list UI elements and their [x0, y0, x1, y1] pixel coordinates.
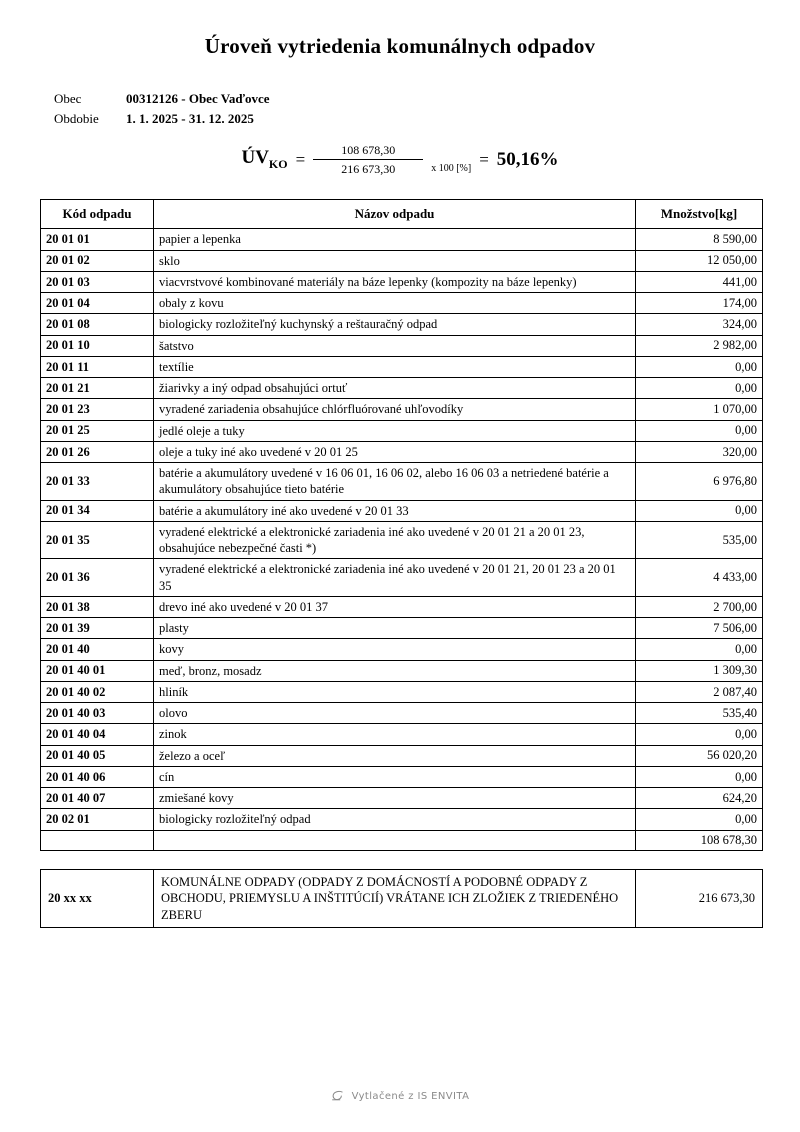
cell-name: jedlé oleje a tuky: [154, 420, 636, 441]
cell-code: 20 01 40 02: [41, 681, 154, 702]
table-row: [41, 378, 763, 399]
table-row: [41, 229, 763, 250]
table-header-row: [41, 200, 763, 229]
summary-row: [41, 869, 763, 928]
meta-row-period: [54, 109, 760, 129]
formula-fraction: [313, 142, 423, 177]
cell-code: 20 01 38: [41, 596, 154, 617]
cell-code: 20 01 34: [41, 500, 154, 521]
cell-code: 20 01 03: [41, 271, 154, 292]
cell-quantity: 2 700,00: [636, 596, 763, 617]
cell-quantity: 8 590,00: [636, 229, 763, 250]
formula-denominator: 216 673,30: [313, 159, 423, 177]
cell-name: plasty: [154, 618, 636, 639]
total-spacer-middle: [154, 830, 636, 850]
total-spacer-left: [41, 830, 154, 850]
cell-code: 20 02 01: [41, 809, 154, 830]
table-total-row: [41, 830, 763, 850]
formula-result: 50,16%: [496, 148, 559, 170]
period-value: 1. 1. 2025 - 31. 12. 2025: [126, 110, 254, 126]
table-row: [41, 271, 763, 292]
cell-name: batérie a akumulátory uvedené v 16 06 01, 16 06 02, alebo 16 06 03 a netriedené batérie a akumulátory obsahujúce tieto batérie: [154, 463, 636, 501]
cell-quantity: 0,00: [636, 724, 763, 745]
cell-name: obaly z kovu: [154, 293, 636, 314]
table-row: [41, 314, 763, 335]
table-row: [41, 660, 763, 681]
cell-name: cín: [154, 766, 636, 787]
meta-row-municipality: [54, 89, 760, 109]
cell-quantity: 324,00: [636, 314, 763, 335]
envita-logo-icon: [331, 1090, 345, 1102]
cell-quantity: 624,20: [636, 788, 763, 809]
footer-text: Vytlačené z IS ENVITA: [351, 1090, 470, 1102]
total-quantity: 108 678,30: [636, 830, 763, 850]
cell-name: viacvrstvové kombinované materiály na báze lepenky (kompozity na báze lepenky): [154, 271, 636, 292]
table-row: [41, 250, 763, 271]
cell-code: 20 01 40 04: [41, 724, 154, 745]
cell-code: 20 01 10: [41, 335, 154, 356]
summary-code: 20 xx xx: [41, 869, 154, 928]
cell-name: železo a oceľ: [154, 745, 636, 766]
cell-code: 20 01 02: [41, 250, 154, 271]
cell-name: vyradené elektrické a elektronické zariadenia iné ako uvedené v 20 01 21, 20 01 23 a 20 01 35: [154, 559, 636, 597]
table-row: [41, 335, 763, 356]
cell-code: 20 01 08: [41, 314, 154, 335]
cell-quantity: 0,00: [636, 809, 763, 830]
table-row: [41, 463, 763, 501]
cell-name: vyradené zariadenia obsahujúce chlórfluórované uhľovodíky: [154, 399, 636, 420]
cell-quantity: 535,00: [636, 521, 763, 559]
table-row: [41, 703, 763, 724]
cell-quantity: 2 087,40: [636, 681, 763, 702]
cell-name: olovo: [154, 703, 636, 724]
cell-quantity: 1 070,00: [636, 399, 763, 420]
formula-block: [40, 142, 760, 177]
table-row: [41, 441, 763, 462]
cell-quantity: 1 309,30: [636, 660, 763, 681]
cell-name: kovy: [154, 639, 636, 660]
cell-code: 20 01 33: [41, 463, 154, 501]
table-row: [41, 745, 763, 766]
summary-table: [40, 869, 763, 929]
page-footer: [0, 1090, 800, 1102]
table-row: [41, 681, 763, 702]
cell-quantity: 0,00: [636, 378, 763, 399]
table-row: [41, 618, 763, 639]
cell-code: 20 01 40 05: [41, 745, 154, 766]
formula-multiplier: x 100 [%]: [431, 163, 472, 175]
cell-code: 20 01 21: [41, 378, 154, 399]
cell-quantity: 7 506,00: [636, 618, 763, 639]
table-row: [41, 639, 763, 660]
cell-quantity: 2 982,00: [636, 335, 763, 356]
municipality-value: 00312126 - Obec Vaďovce: [126, 91, 270, 106]
document-meta: [54, 89, 760, 128]
header-code: Kód odpadu: [41, 200, 154, 229]
formula-equals-2: =: [479, 149, 489, 169]
cell-code: 20 01 35: [41, 521, 154, 559]
cell-name: drevo iné ako uvedené v 20 01 37: [154, 596, 636, 617]
cell-quantity: 0,00: [636, 420, 763, 441]
cell-quantity: 0,00: [636, 500, 763, 521]
cell-quantity: 12 050,00: [636, 250, 763, 271]
cell-code: 20 01 04: [41, 293, 154, 314]
table-row: [41, 724, 763, 745]
page-title: Úroveň vytriedenia komunálnych odpadov: [204, 34, 596, 58]
cell-code: 20 01 40 06: [41, 766, 154, 787]
cell-code: 20 01 39: [41, 618, 154, 639]
cell-code: 20 01 40 01: [41, 660, 154, 681]
formula-equals: =: [295, 149, 306, 169]
header-name: Názov odpadu: [154, 200, 636, 229]
cell-code: 20 01 40 07: [41, 788, 154, 809]
cell-quantity: 174,00: [636, 293, 763, 314]
cell-code: 20 01 25: [41, 420, 154, 441]
cell-name: biologicky rozložiteľný odpad: [154, 809, 636, 830]
table-row: [41, 788, 763, 809]
table-row: [41, 293, 763, 314]
summary-qty: 216 673,30: [636, 869, 763, 928]
formula-numerator: 108 678,30: [341, 143, 396, 157]
cell-code: 20 01 40: [41, 639, 154, 660]
table-row: [41, 809, 763, 830]
cell-name: oleje a tuky iné ako uvedené v 20 01 25: [154, 441, 636, 462]
cell-quantity: 0,00: [636, 766, 763, 787]
municipality-label: Obec: [54, 91, 82, 106]
cell-code: 20 01 26: [41, 441, 154, 462]
cell-quantity: 535,40: [636, 703, 763, 724]
cell-quantity: 0,00: [636, 356, 763, 377]
formula-symbol-text: ÚV: [241, 147, 269, 169]
cell-name: textílie: [154, 356, 636, 377]
table-row: [41, 356, 763, 377]
cell-quantity: 0,00: [636, 639, 763, 660]
cell-name: hliník: [154, 681, 636, 702]
cell-code: 20 01 23: [41, 399, 154, 420]
table-row: [41, 521, 763, 559]
cell-quantity: 6 976,80: [636, 463, 763, 501]
cell-name: meď, bronz, mosadz: [154, 660, 636, 681]
header-quantity: Množstvo[kg]: [636, 200, 763, 229]
cell-name: sklo: [154, 250, 636, 271]
cell-name: batérie a akumulátory iné ako uvedené v 20 01 33: [154, 500, 636, 521]
table-row: [41, 559, 763, 597]
period-label: Obdobie: [54, 110, 99, 126]
waste-table: [40, 199, 763, 850]
table-row: [41, 420, 763, 441]
formula-symbol: [241, 147, 287, 172]
cell-quantity: 4 433,00: [636, 559, 763, 597]
summary-name: KOMUNÁLNE ODPADY (ODPADY Z DOMÁCNOSTÍ A PODOBNÉ ODPADY Z OBCHODU, PRIEMYSLU A INŠTITÚCIÍ) VRÁTANE ICH ZLOŽIEK Z TRIEDENÉHO ZBERU: [154, 869, 636, 928]
table-row: [41, 500, 763, 521]
cell-code: 20 01 36: [41, 559, 154, 597]
cell-code: 20 01 01: [41, 229, 154, 250]
cell-quantity: 320,00: [636, 441, 763, 462]
cell-name: zmiešané kovy: [154, 788, 636, 809]
cell-code: 20 01 11: [41, 356, 154, 377]
table-row: [41, 399, 763, 420]
table-row: [41, 596, 763, 617]
cell-name: papier a lepenka: [154, 229, 636, 250]
table-row: [41, 766, 763, 787]
cell-code: 20 01 40 03: [41, 703, 154, 724]
cell-name: šatstvo: [154, 335, 636, 356]
cell-name: zinok: [154, 724, 636, 745]
cell-name: vyradené elektrické a elektronické zariadenia iné ako uvedené v 20 01 21 a 20 01 23, obsahujúce nebezpečné časti *): [154, 521, 636, 559]
cell-quantity: 56 020,20: [636, 745, 763, 766]
cell-name: žiarivky a iný odpad obsahujúci ortuť: [154, 378, 636, 399]
formula-subscript: KO: [268, 157, 288, 172]
cell-quantity: 441,00: [636, 271, 763, 292]
cell-name: biologicky rozložiteľný kuchynský a reštauračný odpad: [154, 314, 636, 335]
